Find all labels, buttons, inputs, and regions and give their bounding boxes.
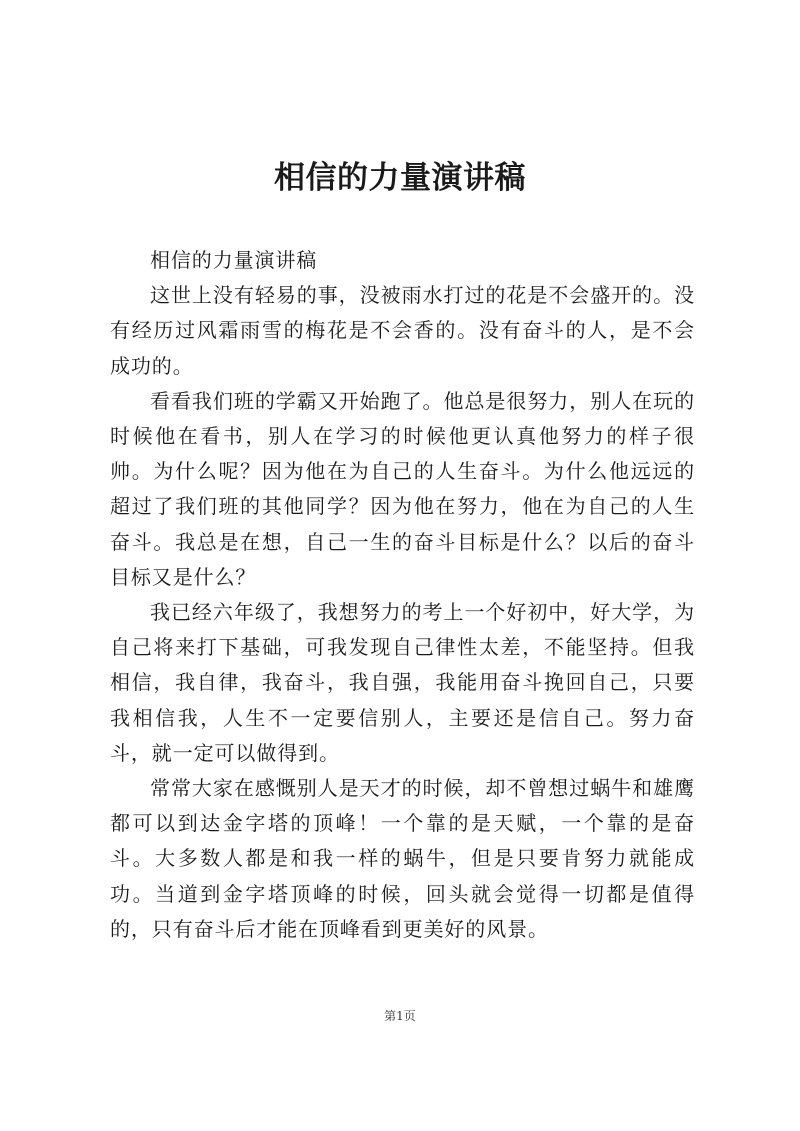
page-number: 第1页: [384, 1009, 416, 1023]
paragraph-5: 常常大家在感慨别人是天才的时候，却不曾想过蜗牛和雄鹰都可以到达金字塔的顶峰！一个靠的是天赋，一个靠的是奋斗。大多数人都是和我一样的蜗牛，但是只要肯努力就能成功。当道到金字塔顶峰的时候，回头就会觉得一切都是值得的，只有奋斗后才能在顶峰看到更美好的风景。: [110, 776, 695, 941]
paragraph-3: 看看我们班的学霸又开始跑了。他总是很努力，别人在玩的时候他在看书，别人在学习的时候他更认真他努力的样子很帅。为什么呢？因为他在为自己的人生奋斗。为什么他远远的超过了我们班的其他同学？因为他在努力，他在为自己的人生奋斗。我总是在想，自己一生的奋斗目标是什么？以后的奋斗目标又是什么？: [110, 388, 695, 589]
document-title: 相信的力量演讲稿: [274, 160, 526, 196]
paragraph-4: 我已经六年级了，我想努力的考上一个好初中，好大学，为自己将来打下基础，可我发现自己律性太差，不能坚持。但我相信，我自律，我奋斗，我自强，我能用奋斗挽回自己，只要我相信我，人生不一定要信别人，主要还是信自己。努力奋斗，就一定可以做得到。: [110, 600, 695, 765]
paragraph-1: 相信的力量演讲稿: [150, 248, 318, 272]
paragraph-2: 这世上没有轻易的事，没被雨水打过的花是不会盛开的。没有经历过风霜雨雪的梅花是不会香的。没有奋斗的人，是不会成功的。: [110, 283, 695, 378]
document-body: [110, 243, 695, 947]
